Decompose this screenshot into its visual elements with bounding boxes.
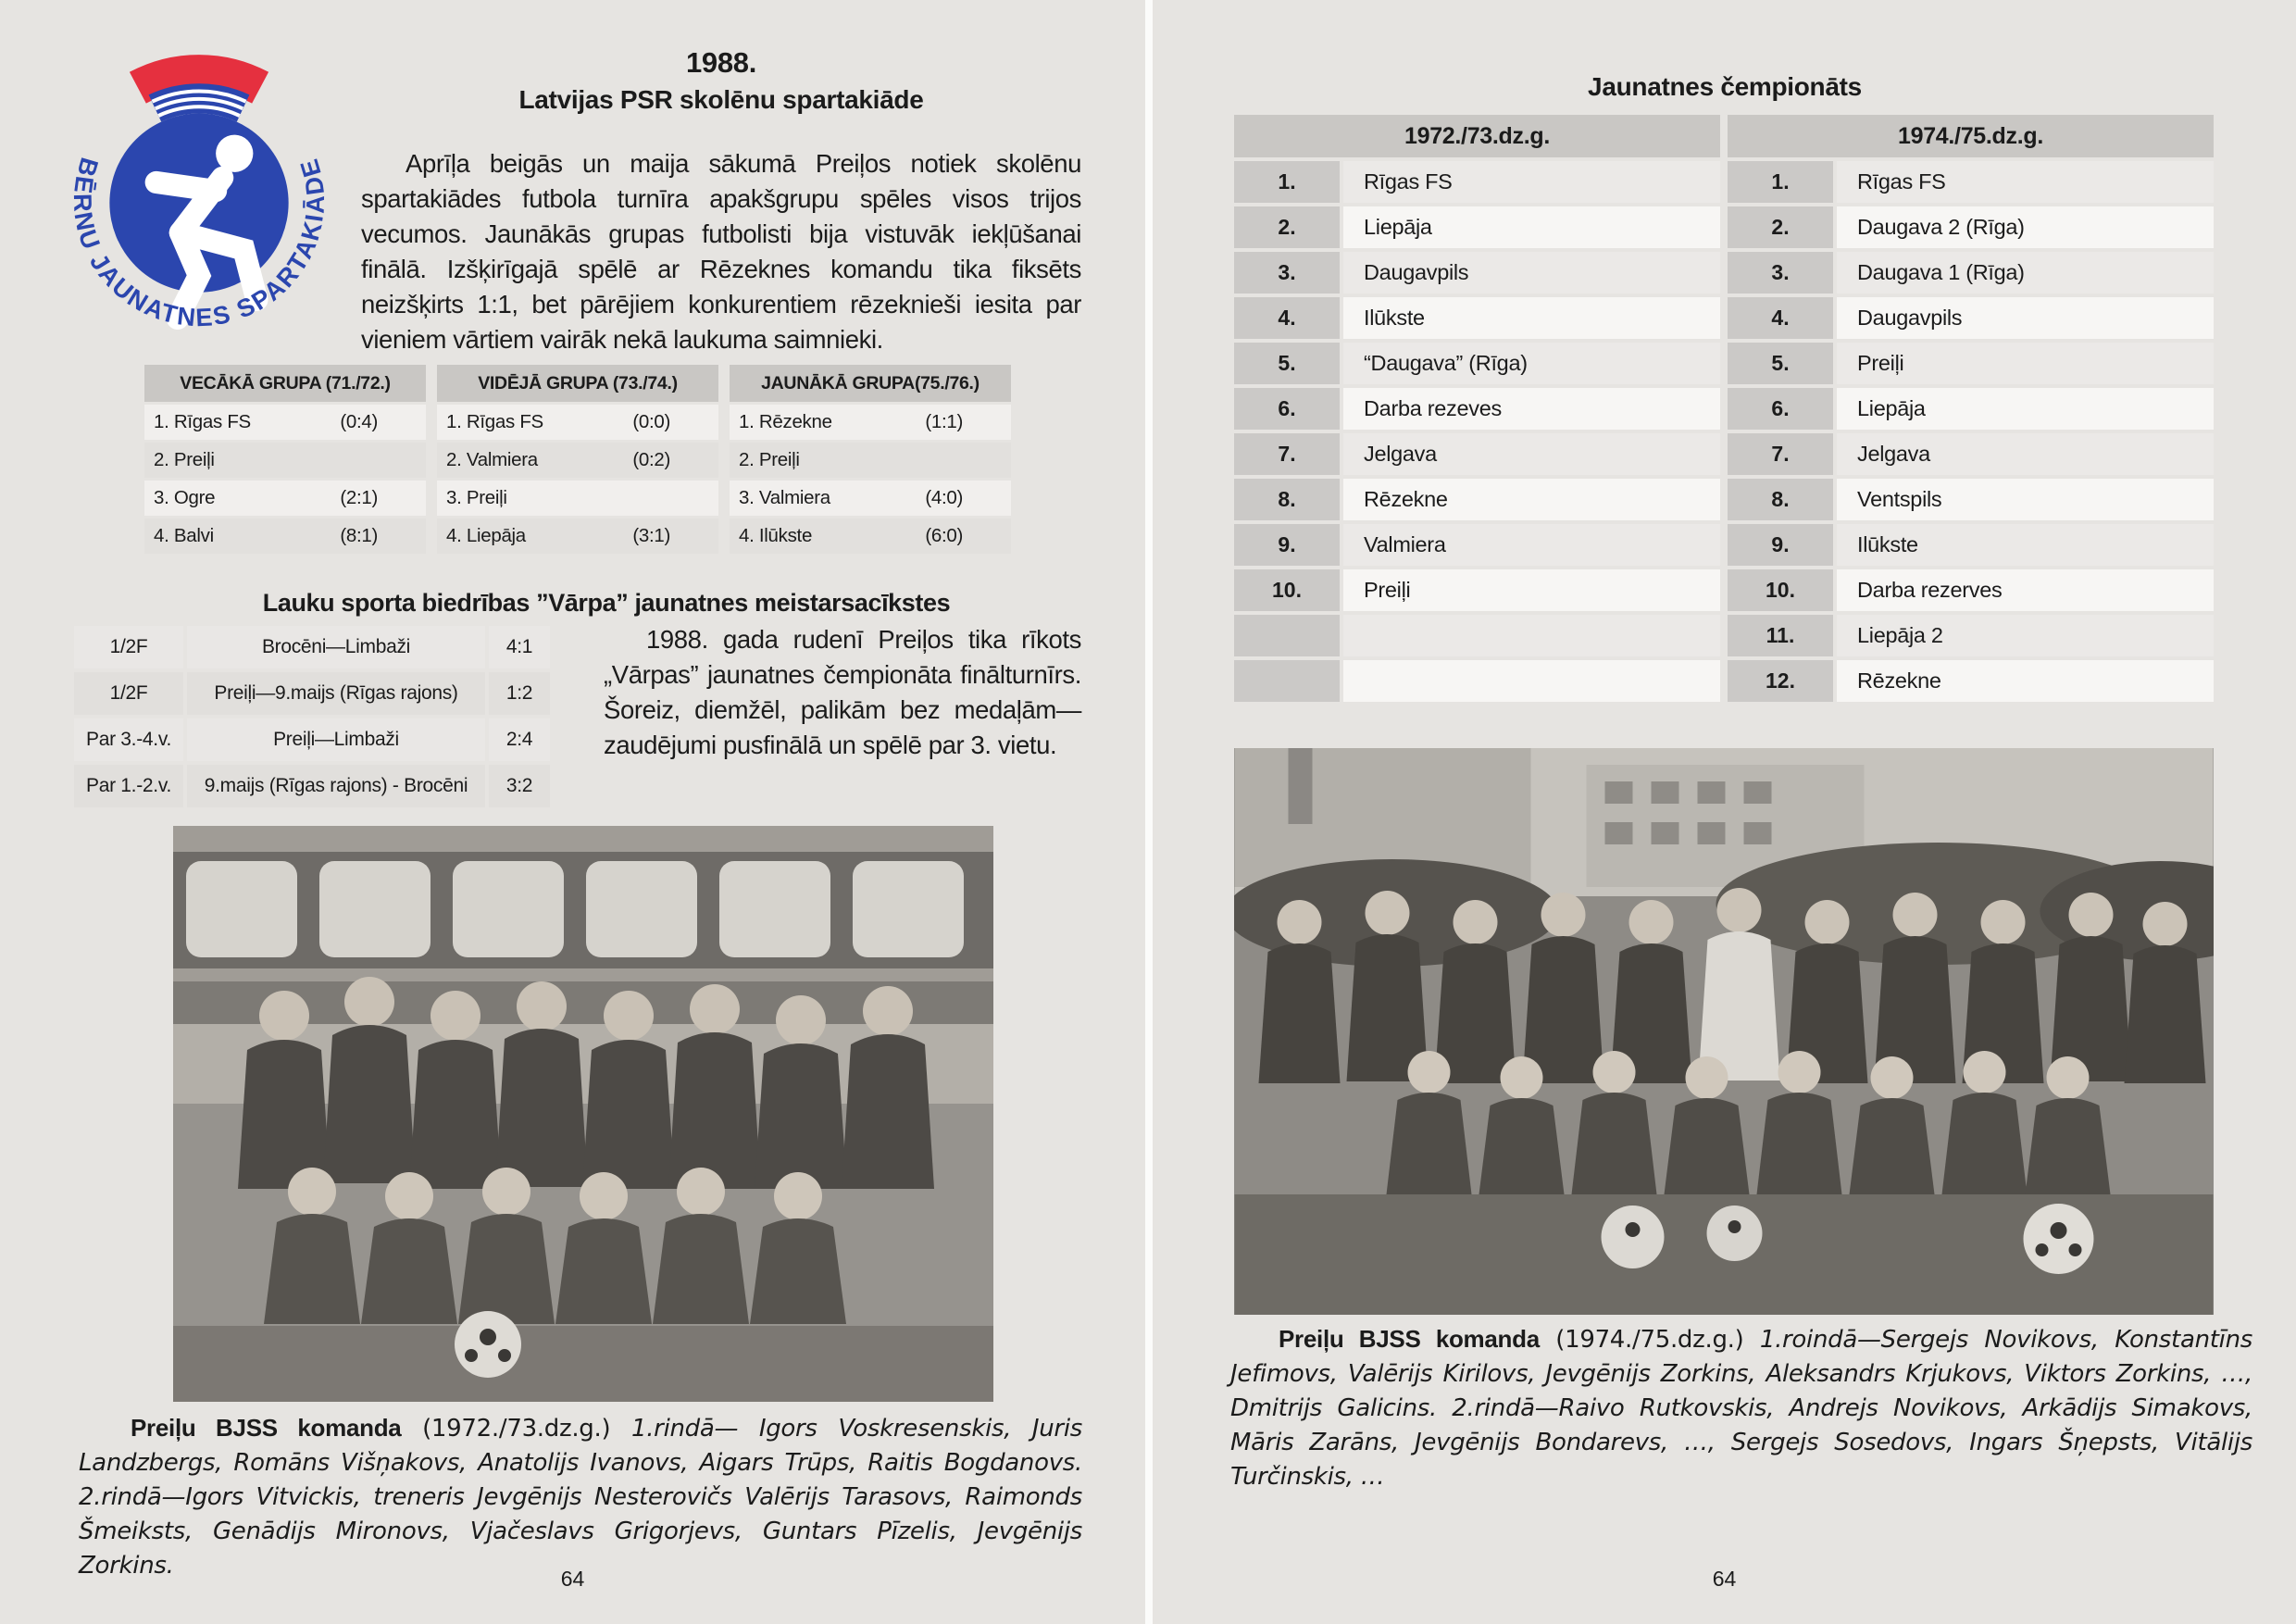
page-number-left: 64	[560, 1567, 585, 1591]
championship-team: Jelgava	[1837, 433, 2214, 475]
championship-position: 4.	[1728, 297, 1833, 339]
intro-paragraph: Aprīļa beigās un maija sākumā Preiļos notiek skolēnu spartakiādes futbola turnīra apakšgrupu spēles visos trijos vecumos. Jaunākās grupas futbolisti bija vistuvāk iekļūšanai finālā. Izšķirīgajā spēlē ar Rēzeknes komandu tika fiksēts neizšķirts 1:1, bet pārējiem konkurentiem rēzeknieši iesita par vieniem vārtiem vairāk nekā laukuma saimnieki.	[361, 149, 1081, 354]
championship-team: Ilūkste	[1343, 297, 1720, 339]
championship-position	[1234, 660, 1340, 702]
varpa-match: Preiļi—9.maijs (Rīgas rajons)	[187, 672, 485, 715]
logo-circular-text: BĒRNU JAUNATNES SPARTAKIĀDE	[68, 154, 331, 332]
championship-position: 12.	[1728, 660, 1833, 702]
group-score: (2:1)	[340, 487, 378, 508]
championship-table	[1234, 115, 2214, 702]
group-team: 2. Valmiera	[446, 449, 538, 470]
championship-team: Darba rezeves	[1343, 388, 1720, 430]
team-photo-1974-image	[1234, 748, 2214, 1315]
championship-team: Ilūkste	[1837, 524, 2214, 566]
championship-team: Daugava 1 (Rīga)	[1837, 252, 2214, 294]
group-team: 4. Liepāja	[446, 525, 526, 546]
group-row	[437, 481, 718, 516]
caption-team-name: Preiļu BJSS komanda	[131, 1414, 402, 1442]
group-team: 2. Preiļi	[739, 449, 800, 470]
group-score: (0:0)	[632, 411, 670, 432]
championship-team: Jelgava	[1343, 433, 1720, 475]
group-row	[730, 518, 1011, 554]
varpa-results-table	[74, 626, 550, 807]
championship-position: 3.	[1728, 252, 1833, 294]
championship-team: Ventspils	[1837, 479, 2214, 520]
group-team: 1. Rīgas FS	[446, 411, 543, 432]
championship-position: 4.	[1234, 297, 1340, 339]
group-column	[144, 365, 426, 554]
group-row	[144, 518, 426, 554]
page-left	[0, 0, 1145, 1624]
championship-position: 3.	[1234, 252, 1340, 294]
caption-player-names: 1.roindā—Sergejs Novikovs, Konstantīns Jefimovs, Valērijs Kirilovs, Jevgēnijs Zorkins, Aleksandrs Krjukovs, Viktors Zorkins, …, Dmitrijs Galicins. 2.rindā—Raivo Rutkovskis, Andrejs Novikovs, Arkādijs Simakovs, Māris Zarāns, Jevgēnijs Bondarevs, …, Sergejs Sosedovs, Ingars Šņepsts, Vitālijs Turčinskis, …	[1230, 1326, 2252, 1491]
varpa-match: Brocēni—Limbaži	[187, 626, 485, 668]
championship-position: 2.	[1728, 206, 1833, 248]
group-score: (8:1)	[340, 525, 378, 546]
group-team: 3. Valmiera	[739, 487, 830, 508]
championship-position: 2.	[1234, 206, 1340, 248]
group-team: 4. Balvi	[154, 525, 214, 546]
group-header: VECĀKĀ GRUPA (71./72.)	[144, 365, 426, 402]
championship-position: 6.	[1728, 388, 1833, 430]
year-title: 1988.	[685, 46, 757, 79]
group-team: 2. Preiļi	[154, 449, 215, 470]
championship-position: 10.	[1728, 569, 1833, 611]
group-team: 3. Preiļi	[446, 487, 507, 508]
group-score: (1:1)	[925, 411, 963, 432]
championship-team: Rīgas FS	[1837, 161, 2214, 203]
group-row	[144, 481, 426, 516]
championship-column	[1234, 115, 1720, 702]
group-column	[730, 365, 1011, 554]
championship-team: Daugava 2 (Rīga)	[1837, 206, 2214, 248]
group-header: JAUNĀKĀ GRUPA(75./76.)	[730, 365, 1011, 402]
group-header: VIDĒJĀ GRUPA (73./74.)	[437, 365, 718, 402]
group-row	[437, 518, 718, 554]
championship-team: Liepāja 2	[1837, 615, 2214, 656]
team-photo-1972-image	[173, 826, 993, 1402]
championship-team: Rēzekne	[1837, 660, 2214, 702]
championship-column	[1728, 115, 2214, 702]
championship-position: 8.	[1234, 479, 1340, 520]
championship-position	[1234, 615, 1340, 656]
championship-title: Jaunatnes čempionāts	[1588, 72, 1862, 101]
team-photo-1974	[1234, 748, 2214, 1315]
championship-header: 1972./73.dz.g.	[1234, 115, 1720, 157]
championship-position: 6.	[1234, 388, 1340, 430]
group-row	[730, 405, 1011, 440]
championship-position: 1.	[1234, 161, 1340, 203]
championship-position: 9.	[1234, 524, 1340, 566]
varpa-stage: Par 3.-4.v.	[74, 718, 183, 761]
varpa-score: 1:2	[489, 672, 550, 715]
championship-position: 8.	[1728, 479, 1833, 520]
championship-team: Preiļi	[1343, 569, 1720, 611]
varpa-match: 9.maijs (Rīgas rajons) - Brocēni	[187, 765, 485, 807]
group-row	[437, 405, 718, 440]
spartakiade-logo	[59, 41, 339, 333]
varpa-match: Preiļi—Limbaži	[187, 718, 485, 761]
varpa-paragraph: 1988. gada rudenī Preiļos tika rīkots „Vārpas” jaunatnes čempionāta finālturnīrs. Šoreiz, diemžēl, palikām bez medaļām—zaudējumi pusfinālā un spēlē par 3. vietu.	[604, 625, 1081, 759]
championship-team: “Daugava” (Rīga)	[1343, 343, 1720, 384]
group-row	[730, 443, 1011, 478]
caption-team-name: Preiļu BJSS komanda	[1279, 1325, 1540, 1353]
age-groups-table	[144, 365, 1011, 554]
championship-position: 1.	[1728, 161, 1833, 203]
photo-caption-1972	[79, 1411, 1082, 1583]
championship-position: 5.	[1728, 343, 1833, 384]
page-subtitle: Latvijas PSR skolēnu spartakiāde	[518, 85, 924, 114]
group-team: 1. Rēzekne	[739, 411, 832, 432]
championship-header: 1974./75.dz.g.	[1728, 115, 2214, 157]
varpa-stage: 1/2F	[74, 626, 183, 668]
group-score: (3:1)	[632, 525, 670, 546]
group-row	[730, 481, 1011, 516]
group-team: 4. Ilūkste	[739, 525, 813, 546]
championship-team	[1343, 660, 1720, 702]
group-team: 3. Ogre	[154, 487, 216, 508]
group-row	[144, 405, 426, 440]
group-score: (6:0)	[925, 525, 963, 546]
group-column	[437, 365, 718, 554]
group-row	[437, 443, 718, 478]
photo-caption-1974	[1230, 1322, 2252, 1494]
championship-team	[1343, 615, 1720, 656]
championship-position: 9.	[1728, 524, 1833, 566]
team-photo-1972	[173, 826, 993, 1402]
championship-position: 5.	[1234, 343, 1340, 384]
spartakiade-logo-emblem	[59, 41, 339, 333]
championship-position: 10.	[1234, 569, 1340, 611]
group-row	[144, 443, 426, 478]
caption-season: (1972./73.dz.g.)	[401, 1415, 631, 1443]
championship-team: Daugavpils	[1343, 252, 1720, 294]
group-score: (0:4)	[340, 411, 378, 432]
varpa-score: 4:1	[489, 626, 550, 668]
group-team: 1. Rīgas FS	[154, 411, 251, 432]
championship-team: Liepāja	[1837, 388, 2214, 430]
caption-season: (1974./75.dz.g.)	[1539, 1326, 1760, 1354]
varpa-stage: Par 1.-2.v.	[74, 765, 183, 807]
page-number-right: 64	[1712, 1567, 1737, 1591]
championship-position: 7.	[1728, 433, 1833, 475]
championship-team: Valmiera	[1343, 524, 1720, 566]
championship-position: 11.	[1728, 615, 1833, 656]
varpa-score: 3:2	[489, 765, 550, 807]
caption-player-names: 1.rindā— Igors Voskresenskis, Juris Landzbergs, Romāns Višņakovs, Anatolijs Ivanovs, Aigars Trūps, Raitis Bogdanovs. 2.rindā—Igors Vitvickis, treneris Jevgēnijs Nesterovičs Valērijs Tarasovs, Raimonds Šmeiksts, Genādijs Mironovs, Vjačeslavs Grigorjevs, Guntars Pīzelis, Jevgēnijs Zorkins.	[79, 1415, 1082, 1580]
championship-team: Darba rezerves	[1837, 569, 2214, 611]
page-right	[1153, 0, 2296, 1624]
championship-team: Liepāja	[1343, 206, 1720, 248]
group-score: (0:2)	[632, 449, 670, 470]
championship-position: 7.	[1234, 433, 1340, 475]
varpa-score: 2:4	[489, 718, 550, 761]
championship-team: Rīgas FS	[1343, 161, 1720, 203]
varpa-stage: 1/2F	[74, 672, 183, 715]
championship-team: Preiļi	[1837, 343, 2214, 384]
varpa-heading: Lauku sporta biedrības ”Vārpa” jaunatnes meistarsacīkstes	[262, 589, 951, 617]
group-score: (4:0)	[925, 487, 963, 508]
championship-team: Rēzekne	[1343, 479, 1720, 520]
championship-team: Daugavpils	[1837, 297, 2214, 339]
